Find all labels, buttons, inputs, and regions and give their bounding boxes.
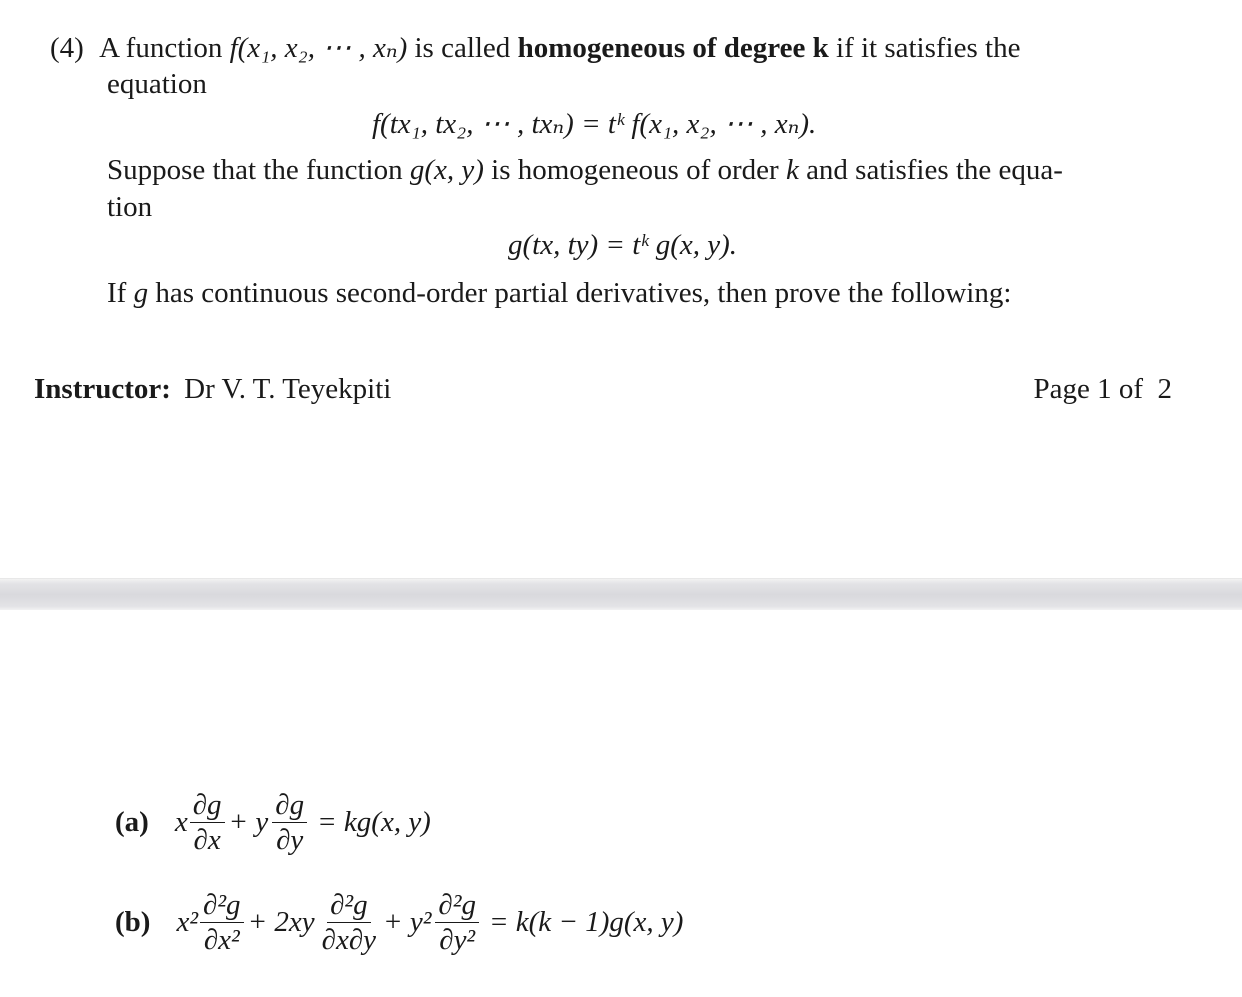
part-b-frac1-den: ∂x² [203,924,240,956]
line1-post: if it satisfies the [836,32,1021,64]
problem-line-2: equation [107,68,207,100]
part-b [115,888,683,957]
part-b-plus-2xy: + 2xy [247,906,315,938]
part-a-frac2-num: ∂g [272,788,307,823]
part-b-frac3-num: ∂²g [435,888,479,923]
page-indicator: Page 1 of 2 [1033,373,1172,405]
part-a-label: (a) [115,806,149,838]
part-b-frac2-den: ∂x∂y [321,924,377,956]
bold-term: homogeneous of degree k [517,32,829,64]
instructor-name: Dr V. T. Teyekpiti [184,373,392,405]
part-b-frac3-den: ∂y² [439,924,476,956]
g-variable: g [133,277,149,309]
part-a-fraction-1 [190,788,225,857]
part-b-plus-y2: + y² [383,906,432,938]
para2-pre: Suppose that the function [107,154,403,186]
part-b-fraction-3 [435,888,479,957]
para3-pre: If [107,277,127,309]
part-b-x2: x² [176,906,199,938]
function-g: g(x, y) [409,154,484,186]
part-b-label: (b) [115,906,151,938]
page-separator [0,578,1242,611]
part-b-frac1-num: ∂²g [200,888,244,923]
line1-pre: A function [99,32,223,64]
part-a-frac1-den: ∂x [193,824,221,856]
part-b-frac2-num: ∂²g [327,888,371,923]
part-a-frac1-num: ∂g [190,788,225,823]
problem-line-1 [50,30,1020,66]
part-a [115,788,431,857]
part-a-plus-y: + y [228,806,269,838]
paragraph-2-line-1 [107,152,1063,188]
paragraph-3 [107,275,1011,311]
part-b-fraction-1 [200,888,244,957]
part-b-fraction-2 [319,888,379,957]
para2-mid: is homogeneous of order [491,154,779,186]
instructor-label: Instructor: [34,373,171,405]
part-b-rhs: = k(k − 1)g(x, y) [488,906,684,938]
paragraph-2-line-2: tion [107,191,153,223]
k-variable: k [785,154,799,186]
part-a-frac2-den: ∂y [276,824,304,856]
line1-mid: is called [414,32,511,64]
part-a-fraction-2 [272,788,307,857]
para3-post: has continuous second-order partial derivatives, then prove the following: [155,277,1012,309]
instructor-line [34,371,391,407]
part-a-x: x [174,806,188,838]
page-2 [0,610,1242,997]
problem-number: (4) [50,32,84,64]
part-a-rhs: = kg(x, y) [317,806,431,838]
function-f: f(x₁, x₂, ⋯ , xₙ) [229,32,408,64]
equation-2: g(tx, ty) = tᵏ g(x, y). [508,229,738,261]
para2-post: and satisfies the equa- [806,154,1063,186]
equation-1: f(tx₁, tx₂, ⋯ , txₙ) = tᵏ f(x₁, x₂, ⋯ , xₙ). [372,108,817,140]
